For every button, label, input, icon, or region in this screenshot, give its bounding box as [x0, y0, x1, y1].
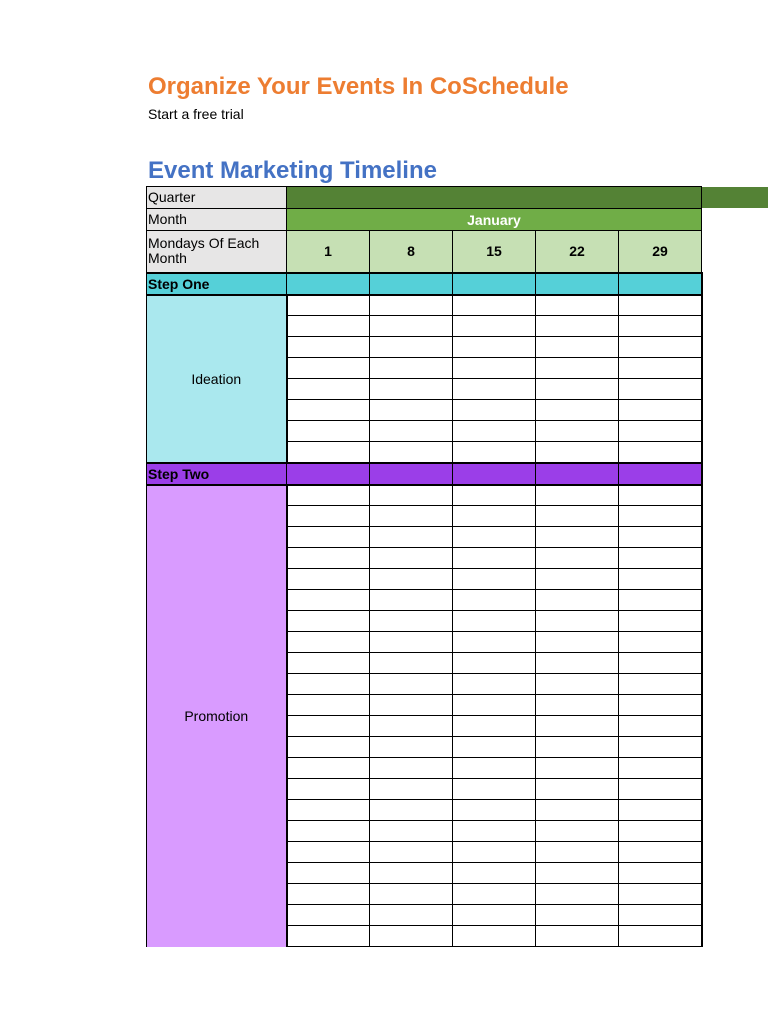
- timeline-cell[interactable]: [619, 379, 702, 400]
- timeline-cell[interactable]: [287, 316, 370, 337]
- timeline-cell[interactable]: [370, 842, 453, 863]
- timeline-cell[interactable]: [619, 442, 702, 463]
- timeline-cell[interactable]: [370, 379, 453, 400]
- timeline-cell[interactable]: [453, 653, 536, 674]
- ideation-section: [147, 295, 702, 463]
- timeline-cell[interactable]: [453, 905, 536, 926]
- timeline-cell[interactable]: [287, 884, 370, 905]
- timeline-cell[interactable]: [287, 863, 370, 884]
- timeline-cell[interactable]: [453, 716, 536, 737]
- timeline-cell[interactable]: [287, 779, 370, 800]
- timeline-cell[interactable]: [287, 548, 370, 569]
- timeline-cell[interactable]: [619, 779, 702, 800]
- timeline-cell[interactable]: [370, 569, 453, 590]
- timeline-cell[interactable]: [370, 674, 453, 695]
- timeline-cell[interactable]: [453, 358, 536, 379]
- timeline-cell[interactable]: [287, 569, 370, 590]
- timeline-cell[interactable]: [370, 358, 453, 379]
- timeline-cell[interactable]: [619, 548, 702, 569]
- mondays-row: [147, 231, 702, 273]
- timeline-cell[interactable]: [370, 758, 453, 779]
- monday-cell[interactable]: 1: [287, 231, 370, 273]
- timeline-cell[interactable]: [453, 590, 536, 611]
- ideation-label[interactable]: Ideation: [147, 295, 287, 463]
- monday-cell[interactable]: 22: [536, 231, 619, 273]
- step-two-cell[interactable]: [370, 463, 453, 485]
- timeline-cell[interactable]: [619, 485, 702, 506]
- timeline-cell[interactable]: [619, 611, 702, 632]
- timeline-cell[interactable]: [619, 569, 702, 590]
- timeline-cell[interactable]: [536, 884, 619, 905]
- timeline-cell[interactable]: [619, 590, 702, 611]
- timeline-cell[interactable]: [536, 548, 619, 569]
- timeline-cell[interactable]: [370, 316, 453, 337]
- timeline-cell[interactable]: [536, 632, 619, 653]
- sheet-title: Event Marketing Timeline: [148, 157, 437, 184]
- monday-cell[interactable]: 15: [453, 231, 536, 273]
- timeline-cell[interactable]: [287, 674, 370, 695]
- timeline-cell[interactable]: [453, 379, 536, 400]
- timeline-cell[interactable]: [287, 527, 370, 548]
- timeline-cell[interactable]: [536, 653, 619, 674]
- timeline-cell[interactable]: [453, 632, 536, 653]
- step-two-cell[interactable]: [619, 463, 702, 485]
- timeline-cell[interactable]: [536, 295, 619, 316]
- monday-cell[interactable]: 8: [370, 231, 453, 273]
- timeline-cell[interactable]: [536, 611, 619, 632]
- timeline-cell[interactable]: [287, 485, 370, 506]
- timeline-cell[interactable]: [370, 632, 453, 653]
- timeline-cell[interactable]: [536, 506, 619, 527]
- month-value-cell[interactable]: January: [287, 209, 702, 231]
- timeline-cell[interactable]: [370, 716, 453, 737]
- timeline-cell[interactable]: [287, 295, 370, 316]
- timeline-cell[interactable]: [453, 821, 536, 842]
- timeline-cell[interactable]: [536, 674, 619, 695]
- timeline-cell[interactable]: [536, 569, 619, 590]
- timeline-cell[interactable]: [536, 800, 619, 821]
- timeline-cell[interactable]: [287, 590, 370, 611]
- timeline-cell[interactable]: [536, 737, 619, 758]
- timeline-cell[interactable]: [619, 316, 702, 337]
- timeline-cell[interactable]: [453, 548, 536, 569]
- timeline-cell[interactable]: [536, 758, 619, 779]
- timeline-cell[interactable]: [536, 863, 619, 884]
- timeline-cell[interactable]: [287, 842, 370, 863]
- timeline-cell[interactable]: [370, 337, 453, 358]
- timeline-cell[interactable]: [453, 485, 536, 506]
- timeline-cell[interactable]: [370, 485, 453, 506]
- timeline-cell[interactable]: [536, 905, 619, 926]
- timeline-cell[interactable]: [370, 611, 453, 632]
- timeline-cell[interactable]: [536, 442, 619, 463]
- mondays-label[interactable]: Mondays Of Each Month: [147, 231, 287, 273]
- timeline-cell[interactable]: [370, 527, 453, 548]
- timeline-cell[interactable]: [536, 421, 619, 442]
- timeline-cell[interactable]: [370, 295, 453, 316]
- timeline-cell[interactable]: [619, 421, 702, 442]
- timeline-cell[interactable]: [287, 442, 370, 463]
- timeline-cell[interactable]: [619, 926, 702, 947]
- timeline-cell[interactable]: [287, 695, 370, 716]
- timeline-cell[interactable]: [453, 674, 536, 695]
- coschedule-promo-link[interactable]: Organize Your Events In CoSchedule: [148, 73, 569, 100]
- timeline-cell[interactable]: [287, 400, 370, 421]
- timeline-cell[interactable]: [453, 527, 536, 548]
- timeline-cell[interactable]: [536, 316, 619, 337]
- timeline-cell[interactable]: [453, 400, 536, 421]
- promotion-section: [147, 485, 702, 947]
- timeline-cell[interactable]: [619, 400, 702, 421]
- timeline-cell[interactable]: [619, 863, 702, 884]
- timeline-cell[interactable]: [536, 527, 619, 548]
- timeline-cell[interactable]: [536, 379, 619, 400]
- timeline-cell[interactable]: [370, 442, 453, 463]
- monday-cell[interactable]: 29: [619, 231, 702, 273]
- timeline-cell[interactable]: [536, 485, 619, 506]
- step-one-cell[interactable]: [370, 273, 453, 295]
- timeline-cell[interactable]: [619, 800, 702, 821]
- timeline-cell[interactable]: [370, 800, 453, 821]
- timeline-cell[interactable]: [619, 527, 702, 548]
- step-one-cell[interactable]: [536, 273, 619, 295]
- timeline-cell[interactable]: [287, 379, 370, 400]
- timeline-cell[interactable]: [287, 800, 370, 821]
- quarter-label[interactable]: Quarter: [147, 187, 287, 209]
- timeline-cell[interactable]: [536, 926, 619, 947]
- timeline-cell[interactable]: [453, 337, 536, 358]
- timeline-cell[interactable]: [536, 779, 619, 800]
- timeline-cell[interactable]: [287, 632, 370, 653]
- timeline-cell[interactable]: [619, 295, 702, 316]
- timeline-cell[interactable]: [453, 295, 536, 316]
- timeline-cell[interactable]: [370, 737, 453, 758]
- timeline-cell[interactable]: [287, 337, 370, 358]
- step-one-label[interactable]: Step One: [147, 273, 287, 295]
- timeline-cell[interactable]: [619, 674, 702, 695]
- timeline-cell[interactable]: [453, 611, 536, 632]
- timeline-cell[interactable]: [619, 842, 702, 863]
- quarter-value-cell[interactable]: [287, 187, 702, 209]
- timeline-cell[interactable]: [453, 695, 536, 716]
- timeline-cell[interactable]: [287, 737, 370, 758]
- timeline-cell[interactable]: [453, 737, 536, 758]
- timeline-cell[interactable]: [370, 821, 453, 842]
- timeline-cell[interactable]: [453, 758, 536, 779]
- timeline-cell[interactable]: [536, 695, 619, 716]
- timeline-cell[interactable]: [453, 506, 536, 527]
- step-two-cell[interactable]: [536, 463, 619, 485]
- timeline-cell[interactable]: [287, 758, 370, 779]
- timeline-table: [146, 186, 703, 947]
- timeline-cell[interactable]: [453, 569, 536, 590]
- timeline-cell[interactable]: [370, 779, 453, 800]
- table-row: [147, 485, 702, 506]
- timeline-cell[interactable]: [453, 800, 536, 821]
- step-two-cell[interactable]: [453, 463, 536, 485]
- timeline-cell[interactable]: [287, 926, 370, 947]
- step-one-cell[interactable]: [619, 273, 702, 295]
- timeline-cell[interactable]: [370, 653, 453, 674]
- timeline-cell[interactable]: [370, 863, 453, 884]
- timeline-cell[interactable]: [536, 358, 619, 379]
- timeline-cell[interactable]: [370, 695, 453, 716]
- table-row: [147, 295, 702, 316]
- timeline-cell[interactable]: [287, 506, 370, 527]
- timeline-cell[interactable]: [453, 884, 536, 905]
- timeline-cell[interactable]: [619, 506, 702, 527]
- step-two-label[interactable]: Step Two: [147, 463, 287, 485]
- timeline-cell[interactable]: [619, 821, 702, 842]
- timeline-cell[interactable]: [287, 653, 370, 674]
- timeline-cell[interactable]: [287, 421, 370, 442]
- timeline-cell[interactable]: [619, 905, 702, 926]
- step-one-cell[interactable]: [453, 273, 536, 295]
- quarter-row: [147, 187, 702, 209]
- timeline-cell[interactable]: [619, 337, 702, 358]
- timeline-cell[interactable]: [287, 358, 370, 379]
- step-two-cell[interactable]: [287, 463, 370, 485]
- timeline-cell[interactable]: [370, 905, 453, 926]
- timeline-cell[interactable]: [453, 316, 536, 337]
- timeline-cell[interactable]: [619, 358, 702, 379]
- timeline-cell[interactable]: [536, 400, 619, 421]
- timeline-cell[interactable]: [453, 863, 536, 884]
- timeline-cell[interactable]: [536, 821, 619, 842]
- month-label[interactable]: Month: [147, 209, 287, 231]
- timeline-cell[interactable]: [453, 442, 536, 463]
- timeline-cell[interactable]: [536, 337, 619, 358]
- step-two-row: [147, 463, 702, 485]
- timeline-cell[interactable]: [619, 758, 702, 779]
- timeline-cell[interactable]: [370, 400, 453, 421]
- timeline-cell[interactable]: [287, 716, 370, 737]
- timeline-cell[interactable]: [619, 653, 702, 674]
- timeline-cell[interactable]: [619, 737, 702, 758]
- timeline-cell[interactable]: [536, 842, 619, 863]
- timeline-cell[interactable]: [619, 884, 702, 905]
- timeline-cell[interactable]: [453, 421, 536, 442]
- timeline-cell[interactable]: [619, 716, 702, 737]
- timeline-cell[interactable]: [453, 842, 536, 863]
- timeline-cell[interactable]: [453, 779, 536, 800]
- timeline-cell[interactable]: [370, 884, 453, 905]
- month-row: [147, 209, 702, 231]
- timeline-cell[interactable]: [370, 421, 453, 442]
- timeline-cell[interactable]: [536, 716, 619, 737]
- timeline-cell[interactable]: [453, 926, 536, 947]
- timeline-cell[interactable]: [370, 926, 453, 947]
- timeline-cell[interactable]: [287, 821, 370, 842]
- timeline-cell[interactable]: [370, 506, 453, 527]
- timeline-cell[interactable]: [370, 590, 453, 611]
- promotion-label[interactable]: Promotion: [147, 485, 287, 947]
- timeline-cell[interactable]: [536, 590, 619, 611]
- step-one-cell[interactable]: [287, 273, 370, 295]
- timeline-cell[interactable]: [287, 905, 370, 926]
- step-one-row: [147, 273, 702, 295]
- timeline-cell[interactable]: [370, 548, 453, 569]
- free-trial-link[interactable]: Start a free trial: [148, 106, 244, 122]
- timeline-cell[interactable]: [619, 695, 702, 716]
- timeline-cell[interactable]: [287, 611, 370, 632]
- timeline-cell[interactable]: [619, 632, 702, 653]
- quarter-bar-overflow: [700, 187, 768, 208]
